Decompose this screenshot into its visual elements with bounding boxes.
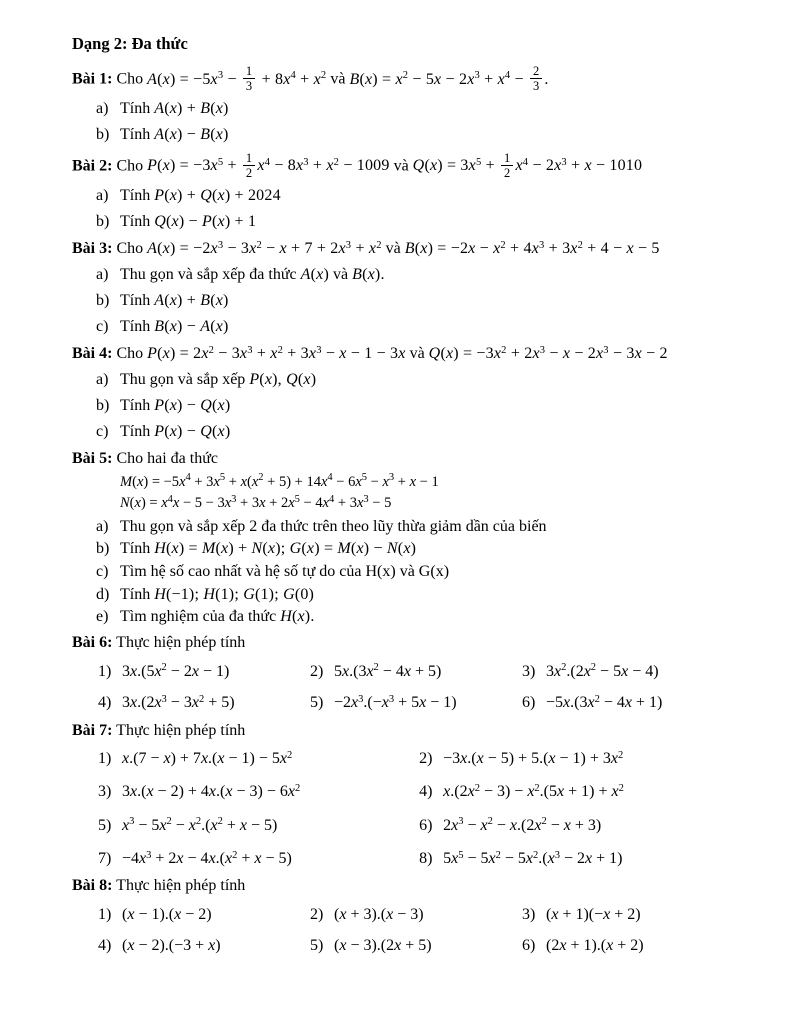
exponent: 5 (219, 472, 226, 484)
math-expression: P(x) − Q(x) (154, 397, 231, 414)
exponent: 3 (539, 344, 546, 356)
item-marker: e) (96, 608, 109, 626)
problem-1 (72, 65, 734, 147)
exponent: 2 (590, 662, 597, 674)
math-expression: Q(x) − P(x) + 1 (154, 212, 257, 230)
problem-head (72, 720, 734, 742)
exponent: 2 (376, 239, 382, 251)
math-expression: P(x) + Q(x) + 2024 (154, 186, 281, 204)
math-expression: $M(x) = -5x^4 + 3x^5 + x(x^2 + 5) + 14x^4 - 6x^5 - x^3 + x - 1$ (120, 472, 439, 490)
exponent: 2 (618, 749, 624, 761)
fraction (243, 151, 255, 181)
exercise-item (72, 516, 734, 537)
problem-head (72, 65, 734, 95)
exercise-item (72, 606, 734, 627)
exponent: 3 (217, 239, 224, 251)
problem-head (72, 238, 734, 260)
exercise-item (419, 815, 734, 837)
math-expression: $Q(x) = 3x^5$ + $\frac{1}{2}$ $x^4 - 2x^3 + x - 1010$ (412, 150, 643, 180)
exponent: 2 (618, 783, 624, 795)
fraction-denominator: 3 (532, 79, 540, 94)
exercise-item (310, 904, 522, 926)
item-marker: b) (96, 212, 110, 230)
math-expression: A(x) (300, 266, 329, 284)
math-expression: $3x^2.(2x^2 - 5x - 4)$ (546, 662, 659, 680)
math-expression: $x^3 - 5x^2 - x^2.(x^2 + x - 5)$ (122, 816, 278, 834)
math-expression: (x − 1).(x − 2) (122, 905, 212, 923)
item-marker: d) (96, 585, 110, 603)
math-expression: (x + 1)(−x + 2) (546, 905, 641, 923)
text-run: Tìm hệ số cao nhất và hệ số tự do của H(x) và G(x) (120, 563, 450, 581)
exercise-item (72, 98, 734, 120)
exercise-grid (72, 748, 734, 871)
fraction (530, 64, 542, 94)
exponent: 2 (541, 816, 547, 828)
math-expression: $3x.(2x^3 - 3x^2 + 5)$ (122, 693, 235, 712)
math-expression: $x.(2x^2 - 3) - x^2.(5x + 1) + x^2$ (443, 783, 624, 801)
fraction-numerator: 1 (243, 64, 255, 79)
fraction-numerator: 1 (243, 151, 255, 166)
item-marker: 2) (310, 905, 324, 923)
item-marker: b) (96, 397, 110, 414)
item-marker: c) (96, 563, 109, 581)
exercise-item (522, 661, 734, 683)
item-marker: 7) (98, 850, 112, 868)
exercise-item (98, 692, 310, 714)
exercise-item (72, 538, 734, 559)
math-expression: B(x) − A(x) (154, 317, 229, 335)
text-run: và (389, 157, 413, 175)
problem-4 (72, 343, 734, 443)
problem-head (72, 875, 734, 897)
exponent: 2 (195, 816, 202, 828)
math-expression: (x + 3).(x − 3) (334, 905, 424, 923)
text-run: Tính (120, 291, 155, 309)
exercise-item (72, 211, 734, 233)
math-expression: $3x.(5x^2 - 2x - 1)$ (122, 662, 230, 680)
item-marker: a) (96, 371, 109, 389)
exercise-item (72, 124, 734, 146)
text-run: Tính (120, 585, 155, 603)
exponent: 3 (146, 849, 152, 861)
exercise-item (72, 561, 734, 582)
item-marker: 1) (98, 749, 112, 767)
display-formula (72, 473, 734, 493)
item-marker: b) (96, 126, 110, 144)
problem-6 (72, 632, 734, 714)
exponent: 2 (277, 344, 284, 356)
exercise-item (72, 395, 734, 417)
item-marker: a) (96, 517, 109, 535)
exponent: 5 (294, 493, 300, 505)
problem-label: Bài 7: (72, 721, 113, 739)
problem-3 (72, 238, 734, 338)
exercise-item (98, 815, 419, 837)
problem-label: Bài 5: (72, 450, 113, 468)
exponent: 2 (500, 239, 506, 251)
text-run: Cho (116, 70, 148, 88)
exponent: 2 (286, 749, 293, 761)
exercise-item (310, 692, 522, 714)
item-marker: 5) (98, 816, 112, 834)
exponent: 5 (361, 472, 368, 484)
problem-label: Bài 6: (72, 634, 113, 652)
problem-8 (72, 875, 734, 957)
exponent: 2 (533, 849, 539, 861)
item-list (72, 264, 734, 338)
exercise-item (98, 904, 310, 926)
item-marker: c) (96, 317, 109, 335)
exercise-item (522, 692, 734, 714)
exponent: 3 (561, 156, 567, 168)
exponent: 3 (247, 344, 253, 356)
math-expression: $P(x) = 2x^2 - 3x^3 + x^2 + 3x^3 - x - 1 - 3x$ (147, 344, 406, 363)
math-expression: $5x^5 - 5x^2 - 5x^2.(x^3 - 2x + 1)$ (443, 849, 623, 868)
math-expression: $3x.(x - 2) + 4x.(x - 3) - 6x^2$ (122, 783, 301, 801)
exponent: 3 (458, 816, 464, 828)
exponent: 2 (198, 693, 205, 705)
math-expression: $N(x) = x^4x - 5 - 3x^3 + 3x + 2x^5 - 4x^4 + 3x^3 - 5$ (120, 493, 392, 512)
exercise-item (419, 848, 734, 870)
math-expression: A(x) − B(x) (154, 126, 229, 144)
exponent: 3 (388, 472, 395, 484)
item-marker: 6) (419, 816, 433, 834)
item-marker: 3) (522, 662, 536, 680)
problem-head (72, 343, 734, 365)
exponent: 2 (294, 783, 301, 795)
math-expression: A(x) + B(x) (154, 100, 229, 118)
item-list (72, 516, 734, 628)
exercise-item (310, 935, 522, 957)
text-run: Cho (116, 157, 148, 175)
item-marker: b) (96, 540, 110, 558)
exercise-grid (72, 661, 734, 715)
exponent: 3 (363, 493, 369, 505)
math-expression: P(x) − Q(x) (154, 422, 231, 440)
text-run: Cho hai đa thức (116, 450, 218, 468)
exponent: 3 (217, 70, 224, 82)
exponent: 3 (345, 239, 352, 251)
exponent: 3 (129, 816, 135, 828)
math-expression: H(x) (280, 608, 311, 626)
exponent: 2 (232, 849, 238, 861)
exponent: 2 (402, 70, 409, 82)
exponent: 2 (594, 693, 600, 705)
math-expression: $A(x) = -2x^3 - 3x^2 - x + 7 + 2x^3 + x^2$ (147, 239, 382, 258)
text-run: Tìm nghiệm của đa thức (120, 608, 281, 626)
math-expression: $2x^3 - x^2 - x.(2x^2 - x + 3)$ (443, 816, 602, 834)
exponent: 2 (474, 783, 480, 795)
exercise-item (98, 661, 310, 683)
math-expression: $Q(x) = -3x^2 + 2x^3 - x - 2x^3 - 3x - 2$ (428, 344, 668, 363)
text-run: Tính (120, 422, 155, 440)
exercise-item (419, 781, 734, 803)
exponent: 4 (264, 156, 271, 168)
item-marker: a) (96, 186, 109, 204)
exponent: 3 (303, 156, 309, 168)
math-expression: $-3x.(x - 5) + 5.(x - 1) + 3x^2$ (443, 749, 624, 767)
math-expression: P(x), Q(x) (249, 371, 317, 389)
exponent: 5 (458, 849, 464, 861)
exponent: 2 (373, 662, 379, 674)
item-marker: 2) (419, 749, 433, 767)
exponent: 3 (539, 239, 545, 251)
item-marker: 6) (522, 694, 536, 712)
exponent: 4 (504, 70, 511, 82)
fraction (243, 64, 255, 94)
math-expression: B(x) (352, 266, 381, 284)
exponent: 3 (474, 70, 480, 82)
math-expression: A(x) + B(x) (154, 291, 229, 309)
exercise-item (72, 316, 734, 338)
exponent: 2 (501, 344, 507, 356)
math-expression: (x − 3).(2x + 5) (334, 937, 432, 955)
text-run: . (310, 608, 315, 626)
exercise-item (72, 185, 734, 207)
problem-label: Bài 8: (72, 877, 113, 895)
exponent: 5 (217, 156, 224, 168)
item-marker: b) (96, 291, 110, 309)
item-marker: 4) (419, 783, 433, 801)
text-run: Thực hiện phép tính (116, 877, 246, 895)
text-run: Tính (120, 126, 155, 144)
item-marker: a) (96, 100, 109, 118)
item-marker: 5) (310, 694, 324, 712)
item-marker: a) (96, 266, 109, 284)
math-expression: $x.(7 - x) + 7x.(x - 1) - 5x^2$ (122, 749, 293, 767)
item-marker: 5) (310, 937, 324, 955)
exponent: 2 (217, 816, 223, 828)
document-body (72, 65, 734, 958)
text-run: Cho (116, 345, 148, 363)
math-expression: $-2x^3.(-x^3 + 5x - 1)$ (334, 693, 457, 712)
fraction-denominator: 2 (245, 166, 253, 180)
math-expression: $-5x.(3x^2 - 4x + 1)$ (546, 693, 663, 712)
exercise-item (419, 748, 734, 770)
exponent: 3 (316, 344, 322, 356)
item-marker: 3) (522, 905, 536, 923)
fraction-denominator: 2 (504, 166, 511, 180)
math-expression: $A(x) = -5x^3$ − $\frac{1}{3}$ + $8x^4 + x^2$ (147, 64, 327, 94)
exponent: 2 (166, 816, 172, 828)
item-list (72, 369, 734, 443)
math-expression: (2x + 1).(x + 2) (546, 937, 644, 955)
text-run: Tính (120, 540, 155, 558)
exponent: 4 (290, 70, 296, 82)
problem-head (72, 152, 734, 182)
problem-label: Bài 1: (72, 70, 113, 88)
exponent: 4 (329, 493, 335, 505)
item-marker: 1) (98, 662, 112, 680)
exponent: 2 (577, 239, 584, 251)
text-run: Tính (120, 397, 155, 414)
math-expression: H(x) = M(x) + N(x); G(x) = M(x) − N(x) (154, 540, 417, 558)
exercise-item (72, 264, 734, 286)
exponent: 2 (320, 70, 327, 82)
exponent: 2 (256, 239, 262, 251)
item-list (72, 185, 734, 233)
problem-head (72, 632, 734, 654)
page-title: Dạng 2: Đa thức (72, 34, 188, 53)
problem-label: Bài 2: (72, 157, 113, 175)
exponent: 2 (208, 344, 215, 356)
text-run: Tính (120, 212, 155, 230)
math-expression: $-4x^3 + 2x - 4x.(x^2 + x - 5)$ (122, 849, 292, 868)
exponent: 4 (327, 472, 333, 484)
item-marker: 6) (522, 937, 536, 955)
item-marker: 3) (98, 783, 112, 801)
problem-label: Bài 4: (72, 345, 113, 363)
problem-label: Bài 3: (72, 240, 113, 258)
exercise-item (72, 369, 734, 391)
exponent: 2 (487, 816, 493, 828)
text-run: Tính (120, 186, 155, 204)
text-run: và (405, 345, 429, 363)
text-run: Thực hiện phép tính (116, 721, 246, 739)
text-run: Cho (116, 240, 148, 258)
text-run: và (328, 266, 353, 284)
text-run: Thu gọn và sắp xếp 2 đa thức trên theo lũy thừa giảm dần của biến (120, 517, 547, 535)
fraction (501, 151, 513, 181)
exercise-grid (72, 904, 734, 958)
exponent: 2 (495, 849, 501, 861)
text-run: Thực hiện phép tính (116, 634, 246, 652)
exercise-item (72, 584, 734, 605)
exponent: 2 (333, 156, 340, 168)
text-run: và (381, 240, 405, 258)
exercise-item (310, 661, 522, 683)
item-list (72, 98, 734, 146)
fraction-numerator: 2 (530, 64, 542, 79)
exercise-item (98, 748, 419, 770)
exercise-item (98, 848, 419, 870)
exercise-item (72, 290, 734, 312)
exponent: 2 (161, 662, 167, 674)
exponent: 4 (167, 493, 173, 505)
exponent: 2 (258, 472, 264, 484)
text-run: Thu gọn và sắp xếp (120, 371, 250, 389)
exponent: 5 (475, 156, 482, 168)
exercise-item (98, 935, 310, 957)
text-run: Tính (120, 100, 155, 118)
exponent: 3 (231, 493, 237, 505)
exponent: 3 (388, 693, 395, 705)
exercise-item (72, 421, 734, 443)
exercise-item (522, 935, 734, 957)
exponent: 2 (534, 783, 540, 795)
problem-2 (72, 152, 734, 234)
math-expression: (x − 2).(−3 + x) (122, 937, 221, 955)
exponent: 2 (561, 662, 567, 674)
item-marker: c) (96, 422, 109, 440)
text-run: . (380, 266, 385, 284)
text-run: Tính (120, 317, 155, 335)
fraction-numerator: 1 (501, 151, 513, 166)
text-run: Thu gọn và sắp xếp đa thức (120, 266, 301, 284)
math-expression: H(−1); H(1); G(1); G(0) (154, 585, 315, 603)
text-run: và (326, 70, 350, 88)
exercise-item (98, 781, 419, 803)
item-marker: 8) (419, 850, 433, 868)
math-expression: $B(x) = -2x - x^2 + 4x^3 + 3x^2 + 4 - x - 5$ (404, 239, 660, 258)
exponent: 3 (554, 849, 560, 861)
exponent: 4 (185, 472, 191, 484)
problem-7 (72, 720, 734, 871)
math-expression: $5x.(3x^2 - 4x + 5)$ (334, 662, 442, 680)
exponent: 3 (358, 693, 364, 705)
item-marker: 2) (310, 662, 324, 680)
exponent: 3 (161, 693, 167, 705)
problem-head (72, 448, 734, 470)
display-formula (72, 494, 734, 514)
item-marker: 1) (98, 905, 112, 923)
math-expression: $P(x) = -3x^5$ + $\frac{1}{2}$ $x^4 - 8x^3 + x^2 - 1009$ (147, 150, 390, 180)
exponent: 4 (522, 156, 529, 168)
item-marker: 4) (98, 694, 112, 712)
fraction-denominator: 3 (245, 79, 253, 94)
item-marker: 4) (98, 937, 112, 955)
math-expression: $B(x) = x^2 - 5x - 2x^3 + x^4$ − $\frac{2}{3}$ . (349, 64, 549, 94)
problem-5 (72, 448, 734, 627)
exercise-item (522, 904, 734, 926)
exponent: 3 (603, 344, 609, 356)
